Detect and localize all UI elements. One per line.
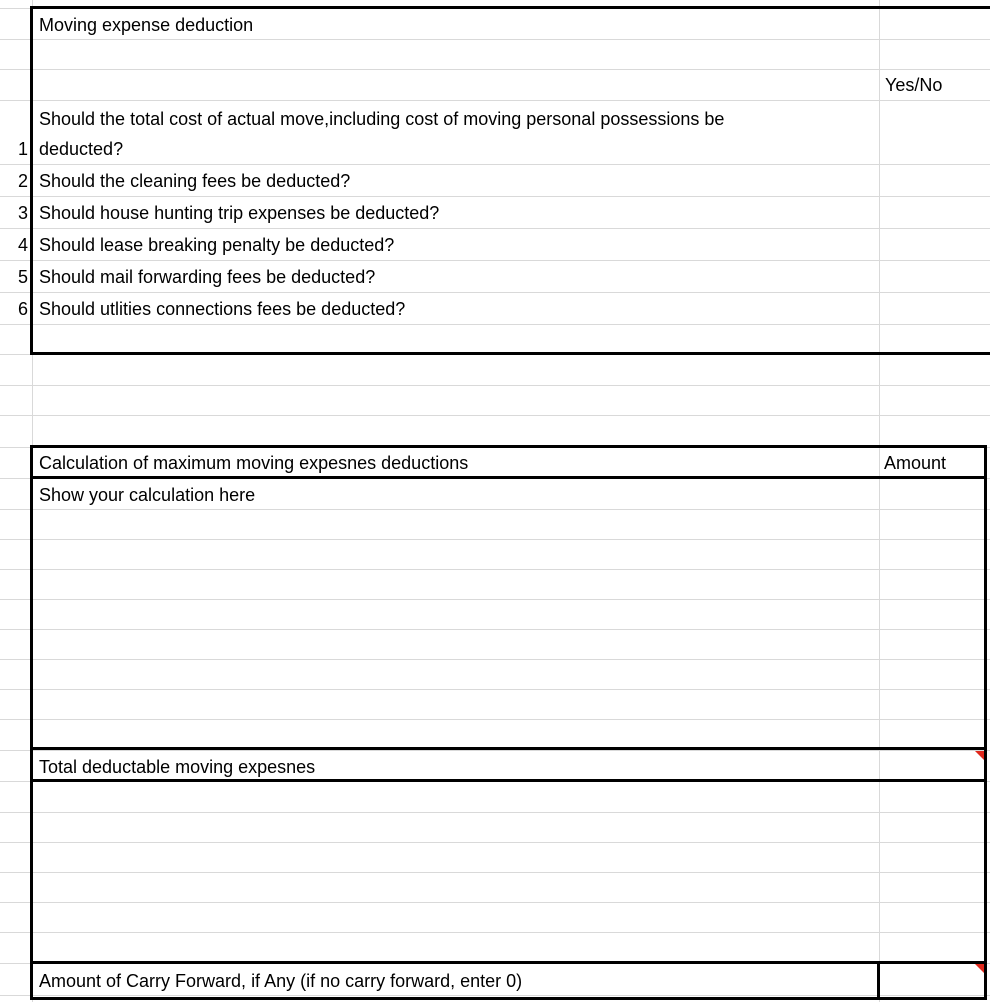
question-3: Should house hunting trip expenses be deducted? <box>39 203 440 223</box>
comment-marker-icon[interactable] <box>975 964 984 973</box>
question-number: 1 <box>17 139 28 159</box>
calc-prompt: Show your calculation here <box>39 485 256 505</box>
answer-cell-5[interactable] <box>880 261 990 292</box>
answer-cell-3[interactable] <box>880 197 990 228</box>
answer-cell-4[interactable] <box>880 229 990 260</box>
question-number: 2 <box>17 171 28 191</box>
total-label: Total deductable moving expesnes <box>39 757 316 777</box>
carry-calc-area[interactable] <box>33 782 984 961</box>
question-1-line2: deducted? <box>39 139 124 159</box>
question-number: 5 <box>17 267 28 287</box>
section1-title: Moving expense deduction <box>39 15 254 35</box>
question-number: 3 <box>17 203 28 223</box>
question-5: Should mail forwarding fees be deducted? <box>39 267 376 287</box>
carry-row-top-border <box>30 961 987 964</box>
amount-header-cell[interactable] <box>880 448 984 476</box>
question-2: Should the cleaning fees be deducted? <box>39 171 351 191</box>
yes-no-header: Yes/No <box>885 75 943 95</box>
calc-amount-cell[interactable] <box>880 479 984 747</box>
question-4: Should lease breaking penalty be deducted? <box>39 235 395 255</box>
yes-no-header-cell[interactable] <box>880 70 990 100</box>
amount-header: Amount <box>884 453 947 473</box>
carry-forward-label: Amount of Carry Forward, if Any (if no carry forward, enter 0) <box>39 971 523 991</box>
question-6: Should utlities connections fees be deducted? <box>39 299 406 319</box>
gridline-row <box>0 385 990 386</box>
calculation-area[interactable] <box>33 479 879 747</box>
answer-cell-1[interactable] <box>880 101 990 164</box>
answer-cell-6[interactable] <box>880 293 990 324</box>
section2-title: Calculation of maximum moving expesnes deductions <box>39 453 469 473</box>
carry-forward-amount-cell[interactable] <box>877 961 987 1000</box>
question-number: 6 <box>17 299 28 319</box>
total-amount-cell[interactable] <box>880 750 984 779</box>
total-row-top-border <box>30 747 987 750</box>
gridline-row <box>0 415 990 416</box>
question-1-line1: Should the total cost of actual move,including cost of moving personal possessions be <box>39 109 725 129</box>
answer-cell-2[interactable] <box>880 165 990 196</box>
question-number: 4 <box>17 235 28 255</box>
comment-marker-icon[interactable] <box>975 751 984 760</box>
